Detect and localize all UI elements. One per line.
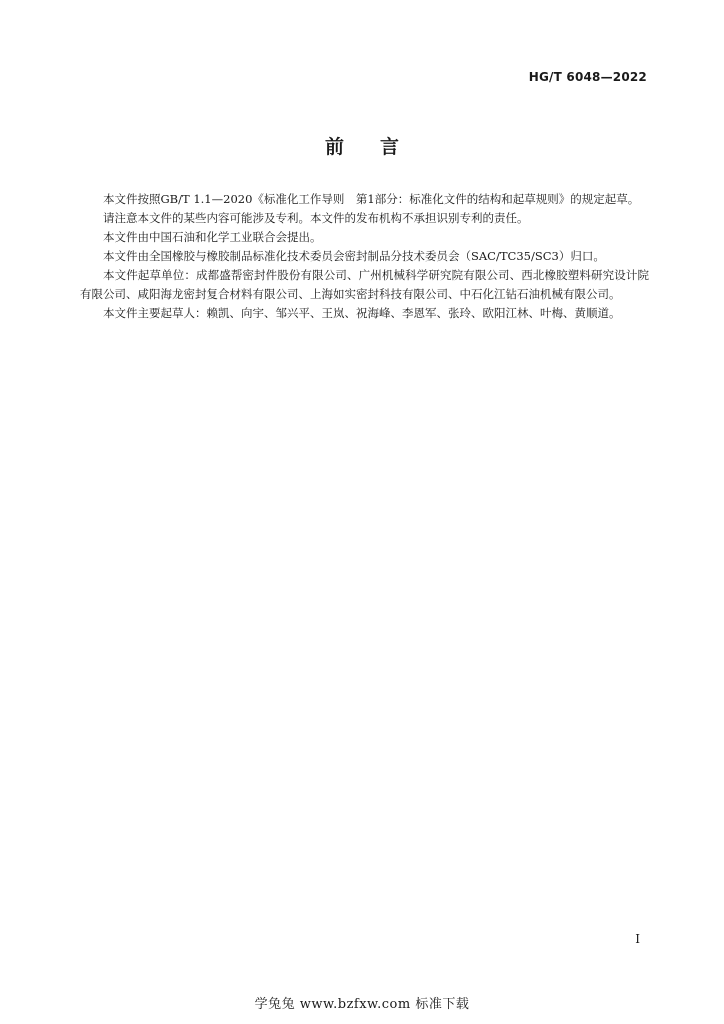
foreword-body (80, 190, 649, 323)
page-title: 前言 (324, 136, 435, 158)
standard-code: HG/T 6048—2022 (528, 70, 647, 84)
footer-watermark: 学兔兔 www.bzfxw.com 标准下载 (254, 997, 470, 1012)
page-number: I (635, 932, 640, 946)
paragraph-drafting-rules: 本文件按照GB/T 1.1—2020《标准化工作导则 第1部分：标准化文件的结构和起草规则》的规定起草。 (103, 192, 640, 206)
paragraph-drafters: 本文件主要起草人：赖凯、向宇、邹兴平、王岚、祝海峰、李恩军、张玲、欧阳江林、叶梅、黄顺道。 (103, 306, 621, 320)
paragraph-drafting-units: 本文件起草单位：成都盛帮密封件股份有限公司、广州机械科学研究院有限公司、西北橡胶塑料研究设计院有限公司、咸阳海龙密封复合材料有限公司、上海如实密封科技有限公司、中石化江钻石油机械有限公司。 (80, 268, 649, 301)
paragraph-proposer: 本文件由中国石油和化学工业联合会提出。 (103, 230, 322, 244)
paragraph-patent-notice: 请注意本文件的某些内容可能涉及专利。本文件的发布机构不承担识别专利的责任。 (103, 211, 529, 225)
paragraph-technical-committee: 本文件由全国橡胶与橡胶制品标准化技术委员会密封制品分技术委员会（SAC/TC35/SC3）归口。 (103, 249, 605, 263)
